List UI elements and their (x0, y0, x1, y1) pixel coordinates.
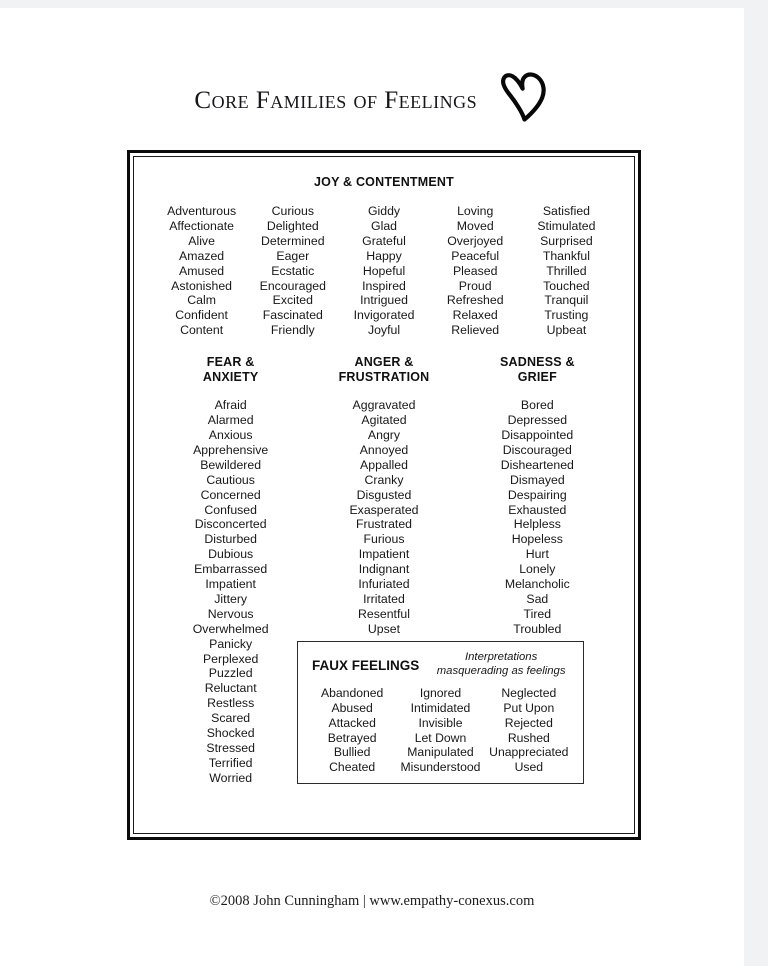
section-sadness-grief (461, 355, 614, 637)
feeling-word: Nervous (207, 606, 254, 621)
faux-word: Let Down (414, 730, 467, 745)
feeling-word: Irritated (363, 591, 405, 606)
faux-word: Cheated (329, 760, 376, 775)
feeling-word: Fascinated (262, 308, 323, 323)
feeling-word: Bored (520, 398, 554, 413)
feeling-word: Refreshed (446, 293, 504, 308)
section-title-anger (307, 355, 460, 385)
feeling-word: Pleased (452, 263, 498, 278)
faux-word: Abused (331, 700, 373, 715)
section-title-joy: JOY & CONTENTMENT (314, 175, 454, 189)
faux-word: Rejected (504, 715, 553, 730)
feeling-word: Curious (271, 204, 314, 218)
feeling-word: Loving (457, 204, 494, 218)
faux-column-1 (308, 686, 396, 775)
feeling-word: Intrigued (360, 293, 408, 308)
frame-content (130, 153, 638, 837)
faux-word: Misunderstood (400, 760, 481, 775)
feeling-word: Proud (458, 278, 492, 293)
faux-header (306, 651, 575, 678)
feeling-word: Adventurous (167, 204, 237, 218)
feeling-word: Cranky (364, 472, 404, 487)
feeling-word: Worried (209, 770, 253, 785)
faux-subtitle-line1: Interpretations (465, 651, 538, 663)
feeling-word: Amused (179, 263, 225, 278)
feeling-word: Thrilled (546, 263, 587, 278)
faux-word: Rushed (507, 730, 550, 745)
feeling-word: Delighted (266, 218, 319, 233)
feeling-word: Reluctant (204, 681, 257, 696)
feeling-word: Apprehensive (193, 442, 269, 457)
page-title: Core Families of Feelings (194, 87, 478, 114)
feeling-word: Dubious (208, 547, 254, 562)
feeling-word: Perplexed (202, 651, 259, 666)
feeling-word: Helpless (513, 517, 561, 532)
faux-word: Intimidated (410, 700, 471, 715)
sadness-word-list (461, 398, 614, 637)
feeling-word: Troubled (513, 621, 562, 636)
faux-word: Invisible (418, 715, 463, 730)
section-title-line2: GRIEF (517, 370, 557, 385)
section-joy-contentment (148, 175, 620, 338)
feeling-word: Despairing (507, 487, 567, 502)
document-footer (0, 892, 744, 910)
feeling-word: Agitated (361, 413, 407, 428)
feeling-word: Appalled (360, 457, 408, 472)
feeling-word: Embarrassed (194, 562, 268, 577)
feeling-word: Disconcerted (194, 517, 267, 532)
section-title-line1: ANGER & (354, 355, 414, 370)
feeling-word: Determined (261, 233, 325, 248)
faux-feelings-title: FAUX FEELINGS (312, 658, 420, 673)
faux-word: Used (514, 760, 544, 775)
feelings-chart-frame (127, 150, 641, 840)
feeling-word: Upset (367, 621, 401, 636)
feeling-word: Stimulated (537, 218, 596, 233)
feeling-word: Overwhelmed (192, 621, 269, 636)
joy-column-5 (521, 204, 612, 338)
feeling-word: Excited (272, 293, 313, 308)
feeling-word: Grateful (362, 233, 406, 248)
feeling-word: Terrified (208, 755, 253, 770)
feeling-word: Astonished (171, 278, 233, 293)
feeling-word: Ecstatic (271, 263, 315, 278)
joy-column-4 (430, 204, 521, 338)
feeling-word: Peaceful (451, 248, 500, 263)
feeling-word: Surprised (540, 233, 593, 248)
faux-word: Manipulated (407, 745, 474, 760)
feeling-word: Trusting (544, 308, 589, 323)
section-title-line2: ANXIETY (202, 370, 259, 385)
faux-word-columns (306, 686, 575, 775)
feeling-word: Inspired (362, 278, 406, 293)
feeling-word: Sad (526, 591, 549, 606)
feeling-word: Melancholic (504, 577, 570, 592)
faux-word: Put Upon (503, 700, 555, 715)
feeling-word: Disturbed (204, 532, 257, 547)
feeling-word: Encouraged (259, 278, 326, 293)
faux-word: Bullied (333, 745, 371, 760)
document-page (0, 8, 744, 966)
feeling-word: Impatient (205, 577, 256, 592)
feeling-word: Jittery (214, 591, 248, 606)
feeling-word: Aggravated (352, 398, 416, 413)
feeling-word: Disappointed (501, 427, 574, 442)
feeling-word: Discouraged (502, 442, 572, 457)
feeling-word: Angry (367, 427, 401, 442)
feeling-word: Thankful (542, 248, 590, 263)
feeling-word: Happy (366, 248, 402, 263)
feeling-word: Lonely (519, 562, 556, 577)
feeling-word: Furious (363, 532, 405, 547)
feeling-word: Relaxed (452, 308, 498, 323)
feeling-word: Joyful (367, 323, 401, 338)
feeling-word: Tranquil (544, 293, 589, 308)
feeling-word: Indignant (358, 562, 410, 577)
feeling-word: Exhausted (508, 502, 567, 517)
faux-word: Abandoned (320, 686, 384, 701)
faux-feelings-box (297, 641, 584, 784)
feeling-word: Shocked (206, 726, 255, 741)
anger-word-list (307, 398, 460, 637)
feeling-word: Stressed (206, 741, 255, 755)
section-fear-anxiety (154, 355, 307, 786)
feeling-word: Eager (276, 248, 310, 263)
feeling-word: Bewildered (200, 457, 262, 472)
faux-subtitle-line2: masquerading as feelings (436, 664, 566, 677)
heart-outline-icon (498, 72, 550, 127)
feeling-word: Calm (187, 293, 216, 308)
fear-word-list (154, 398, 307, 786)
faux-column-2 (396, 686, 484, 775)
feeling-word: Resentful (358, 606, 410, 621)
faux-word: Unappreciated (489, 745, 569, 760)
section-title-fear (154, 355, 307, 385)
faux-feelings-subtitle (419, 651, 575, 678)
feeling-word: Content (180, 323, 224, 338)
faux-word: Betrayed (327, 730, 377, 745)
feeling-word: Giddy (367, 204, 401, 218)
feeling-word: Exasperated (349, 502, 419, 517)
feeling-word: Alive (188, 233, 215, 248)
copyright-text: ©2008 John Cunningham | www.empathy-conexus.com (209, 893, 535, 909)
feeling-word: Touched (543, 278, 590, 293)
faux-word: Ignored (419, 686, 462, 701)
feeling-word: Moved (456, 218, 494, 233)
feeling-word: Relieved (451, 323, 500, 338)
feeling-word: Dismayed (509, 472, 565, 487)
feeling-word: Affectionate (169, 218, 234, 233)
feeling-word: Panicky (209, 636, 253, 651)
feeling-word: Annoyed (359, 442, 409, 457)
feeling-word: Overjoyed (447, 233, 504, 248)
feeling-word: Restless (207, 696, 255, 711)
feeling-word: Satisfied (542, 204, 590, 218)
feeling-word: Infuriated (358, 577, 410, 592)
faux-column-3 (485, 686, 573, 775)
joy-column-1 (156, 204, 247, 338)
feeling-word: Hopeless (511, 532, 563, 547)
feeling-word: Afraid (214, 398, 247, 413)
faux-word: Neglected (501, 686, 557, 701)
joy-word-columns (148, 204, 620, 338)
feeling-word: Anxious (208, 427, 253, 442)
feeling-word: Upbeat (546, 323, 587, 338)
feeling-word: Concerned (200, 487, 261, 502)
feeling-word: Tired (523, 606, 552, 621)
feeling-word: Glad (371, 218, 397, 233)
title-row (0, 72, 744, 130)
feeling-word: Puzzled (208, 666, 253, 681)
feeling-word: Invigorated (353, 308, 415, 323)
feeling-word: Cautious (206, 472, 255, 487)
feeling-word: Confident (175, 308, 228, 323)
feeling-word: Alarmed (207, 413, 254, 428)
section-anger-frustration (307, 355, 460, 637)
feeling-word: Amazed (179, 248, 225, 263)
joy-column-2 (247, 204, 338, 338)
feeling-word: Scared (211, 711, 251, 726)
feeling-word: Hurt (525, 547, 549, 562)
section-title-line1: FEAR & (206, 355, 255, 370)
feeling-word: Impatient (358, 547, 410, 562)
section-title-line1: SADNESS & (499, 355, 575, 370)
feeling-word: Depressed (507, 413, 568, 428)
feeling-word: Disheartened (500, 457, 574, 472)
feeling-word: Friendly (270, 323, 315, 338)
section-title-sadness (461, 355, 614, 385)
feeling-word: Confused (204, 502, 257, 517)
joy-column-3 (338, 204, 429, 338)
document-header (0, 72, 744, 136)
feeling-word: Frustrated (355, 517, 413, 532)
section-title-line2: FRUSTRATION (338, 370, 430, 385)
feeling-word: Disgusted (356, 487, 412, 502)
feeling-word: Hopeful (362, 263, 406, 278)
faux-word: Attacked (328, 715, 376, 730)
